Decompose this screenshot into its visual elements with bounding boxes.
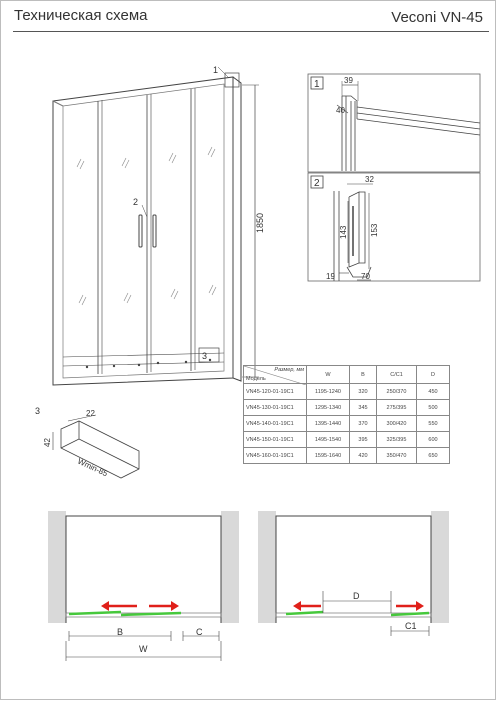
handle-right (153, 215, 156, 247)
table-row (244, 448, 450, 464)
plan-view-left (48, 511, 239, 661)
cell-model: VN45-140-01-19C1 (244, 416, 307, 432)
bottom-rail (63, 353, 224, 357)
dim-39: 39 (344, 76, 353, 85)
cell-d: 500 (417, 400, 450, 416)
wall-left-b (258, 511, 276, 623)
cell-model: VN45-120-01-19C1 (244, 384, 307, 400)
callout-label-3: 3 (202, 351, 208, 361)
page-title: Техническая схема (14, 7, 148, 24)
cell-w: 1495-1540 (307, 432, 350, 448)
detail-2-number: 2 (314, 178, 320, 189)
plan-view-right (258, 511, 449, 636)
table-row (244, 400, 450, 416)
cell-c: 275/395 (377, 400, 417, 416)
handle-left (139, 215, 142, 247)
cell-d: 450 (417, 384, 450, 400)
wall-right-b (431, 511, 449, 623)
plan-label-c: C (196, 627, 203, 637)
cell-b: 345 (350, 400, 377, 416)
arrow-right-head (171, 601, 179, 611)
plan-label-b: B (117, 627, 124, 637)
height-dimension-value: 1850 (255, 212, 265, 233)
detail-2 (308, 173, 480, 281)
dim-42: 42 (43, 438, 52, 447)
drawing-canvas (1, 1, 496, 701)
detail-1-number: 1 (314, 79, 320, 90)
cell-d: 550 (417, 416, 450, 432)
dim-70: 70 (361, 272, 370, 281)
detail-1 (308, 74, 480, 172)
cell-c: 350/470 (377, 448, 417, 464)
cell-w: 1395-1440 (307, 416, 350, 432)
header-size-label: Размер, мм (274, 367, 304, 373)
header-model-label: Модель (246, 376, 266, 382)
cell-w: 1295-1340 (307, 400, 350, 416)
glass-panel-left-b (286, 612, 323, 614)
cell-c: 250/370 (377, 384, 417, 400)
plan-label-w: W (139, 644, 148, 654)
door-outer-frame (53, 77, 233, 385)
cell-w: 1595-1640 (307, 448, 350, 464)
size-table (243, 365, 450, 464)
dim-143: 143 (339, 225, 348, 239)
arrow-right-b (416, 601, 424, 611)
cell-d: 600 (417, 432, 450, 448)
wall-left-a (48, 511, 66, 623)
model-name: Veconi VN-45 (391, 9, 483, 26)
dim-32: 32 (365, 175, 374, 184)
cell-b: 420 (350, 448, 377, 464)
cell-b: 395 (350, 432, 377, 448)
callout-label-1: 1 (213, 65, 219, 75)
door-side-profile (233, 77, 241, 381)
dim-19: 19 (326, 272, 335, 281)
glass-panel-left (69, 612, 121, 614)
column-header-b: B (350, 366, 377, 384)
door-elevation (53, 67, 259, 385)
detail-1-frame (308, 74, 480, 172)
cell-model: VN45-150-01-19C1 (244, 432, 307, 448)
cell-model: VN45-130-01-19C1 (244, 400, 307, 416)
column-header-w: W (307, 366, 350, 384)
dim-22: 22 (86, 409, 95, 418)
column-header-c: C/C1 (377, 366, 417, 384)
door-inner-frame (63, 84, 224, 378)
cell-model: VN45-160-01-19C1 (244, 448, 307, 464)
table-header-row (244, 366, 450, 384)
arrow-left-head (101, 601, 109, 611)
column-header-d: D (417, 366, 450, 384)
cell-c: 325/395 (377, 432, 417, 448)
table-corner-cell (244, 366, 307, 384)
cell-b: 320 (350, 384, 377, 400)
callout-label-2: 2 (133, 197, 139, 207)
cell-d: 650 (417, 448, 450, 464)
table-row (244, 416, 450, 432)
cell-c: 300/420 (377, 416, 417, 432)
arrow-left-b (293, 601, 301, 611)
detail-3-number: 3 (35, 406, 41, 416)
cell-w: 1195-1240 (307, 384, 350, 400)
table-row (244, 432, 450, 448)
roller-dots (86, 359, 211, 368)
dim-wmin: Wmin-85 (76, 456, 109, 479)
dim-40: 40 (336, 106, 345, 115)
plan-label-d: D (353, 591, 360, 601)
dim-153: 153 (370, 223, 379, 237)
plan-label-c1: C1 (405, 621, 417, 631)
wall-right-a (221, 511, 239, 623)
cell-b: 370 (350, 416, 377, 432)
table-row (244, 384, 450, 400)
